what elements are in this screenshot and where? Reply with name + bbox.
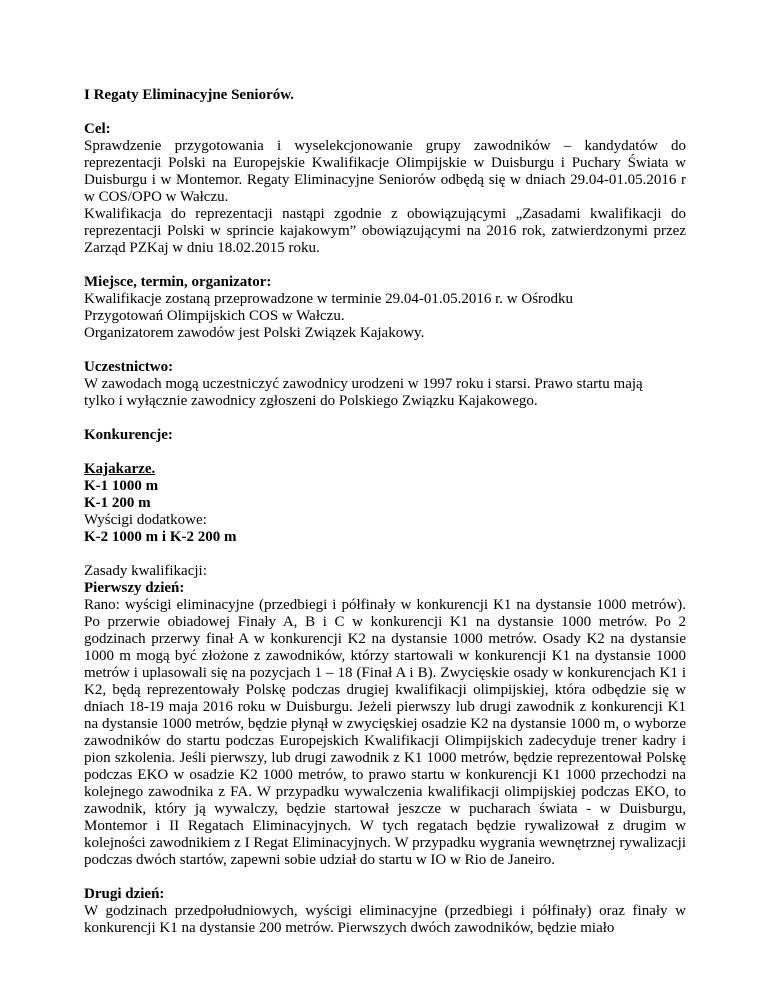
miejsce-line-2: Przygotowań Olimpijskich COS w Wałczu. [84, 308, 345, 324]
konkurencje-heading: Konkurencje: [84, 427, 173, 443]
section-uczestnictwo [84, 359, 686, 410]
miejsce-heading: Miejsce, termin, organizator: [84, 274, 272, 290]
section-zasady-day1 [84, 563, 686, 869]
day1-paragraph: Rano: wyścigi eliminacyjne (przedbiegi i półfinały w konkurencji K1 na dystansie 1000 metrów). Po przerwie obiadowej Finały A, B i C w konkurencji K1 na dystansie 1000 metrów. Po 2 godzinach przerwy finał A w konkurencji K2 na dystansie 1000 metrów. Osady K2 na dystansie 1000 m mogą być złożone z zawodników, którzy startowali w konkurencji K1 na dystansie 1000 metrów i uplasowali się na pozycjach 1 – 18 (Finał A i B). Zwycięskie osady w konkurencjach K1 i K2, będą reprezentowały Polskę podczas drugiej kwalifikacji olimpijskiej, która odbędzie się w dniach 18-19 maja 2016 roku w Duisburgu. Jeżeli pierwszy lub drugi zawodnik z konkurencji K1 na dystansie 1000 metrów, będzie płynął w zwycięskiej osadzie K2 na dystansie 1000 m, o wyborze zawodników do startu podczas Europejskich Kwalifikacji Olimpijskich zadecyduje trener kadry i pion szkolenia. Jeśli pierwszy, lub drugi zawodnik z K1 1000 metrów, będzie reprezentował Polskę podczas EKO w osadzie K2 1000 metrów, to prawo startu w konkurencji K1 1000 przechodzi na kolejnego zawodnika z FA. W przypadku wywalczenia kwalifikacji olimpijskiej podczas EKO, to zawodnik, który ją wywalczy, będzie startował jeszcze w pucharach świata - w Duisburgu, Montemor i II Regatach Eliminacyjnych. W tych regatach będzie rywalizował z drugim w kolejności zawodnikiem z I Regat Eliminacyjnych. W przypadku wygrania wewnętrznej rywalizacji podczas dwóch startów, zapewni sobie udział do startu w IO w Rio de Janeiro. [84, 597, 686, 868]
kajakarze-heading: Kajakarze. [84, 461, 156, 477]
cel-paragraph-1: Sprawdzenie przygotowania i wyselekcjonowanie grupy zawodników – kandydatów do reprezentacji Polski na Europejskie Kwalifikacje Olimpijskie w Duisburgu i Puchary Świata w Duisburgu i w Montemor. Regaty Eliminacyjne Seniorów odbędą się w dniach 29.04-01.05.2016 r w COS/OPO w Wałczu. [84, 138, 686, 205]
dodatkowe-label: Wyścigi dodatkowe: [84, 512, 207, 528]
event-k1-200: K-1 200 m [84, 495, 151, 511]
day2-heading: Drugi dzień: [84, 886, 165, 902]
section-zasady-day2 [84, 886, 686, 937]
event-k1-1000: K-1 1000 m [84, 478, 159, 494]
section-miejsce [84, 274, 686, 342]
uczestnictwo-heading: Uczestnictwo: [84, 359, 174, 375]
day2-paragraph: W godzinach przedpołudniowych, wyścigi eliminacyjne (przedbiegi i półfinały) oraz finały w konkurencji K1 na dystansie 200 metrów. Pierwszych dwóch zawodników, będzie miało [84, 903, 686, 936]
section-cel [84, 121, 686, 257]
section-konkurencje-heading [84, 427, 686, 444]
cel-paragraph-2: Kwalifikacja do reprezentacji nastąpi zgodnie z obowiązującymi „Zasadami kwalifikacji do reprezentacji Polski w sprincie kajakowym” obowiązującymi na 2016 rok, zatwierdzonymi przez Zarząd PZKaj w dniu 18.02.2015 roku. [84, 206, 686, 256]
uczestnictwo-line-1: W zawodach mogą uczestniczyć zawodnicy urodzeni w 1997 roku i starsi. Prawo startu mają [84, 376, 643, 392]
miejsce-line-1: Kwalifikacje zostaną przeprowadzone w terminie 29.04-01.05.2016 r. w Ośrodku [84, 291, 574, 307]
document-title: I Regaty Eliminacyjne Seniorów. [84, 87, 294, 103]
title-block [84, 87, 686, 104]
cel-heading: Cel: [84, 121, 111, 137]
day1-heading: Pierwszy dzień: [84, 580, 185, 596]
document-content [84, 87, 686, 937]
uczestnictwo-line-2: tylko i wyłącznie zawodnicy zgłoszeni do Polskiego Związku Kajakowego. [84, 393, 538, 409]
zasady-label: Zasady kwalifikacji: [84, 563, 207, 579]
miejsce-line-3: Organizatorem zawodów jest Polski Związek Kajakowy. [84, 325, 425, 341]
section-konkurencje-list [84, 461, 686, 546]
event-k2: K-2 1000 m i K-2 200 m [84, 529, 237, 545]
